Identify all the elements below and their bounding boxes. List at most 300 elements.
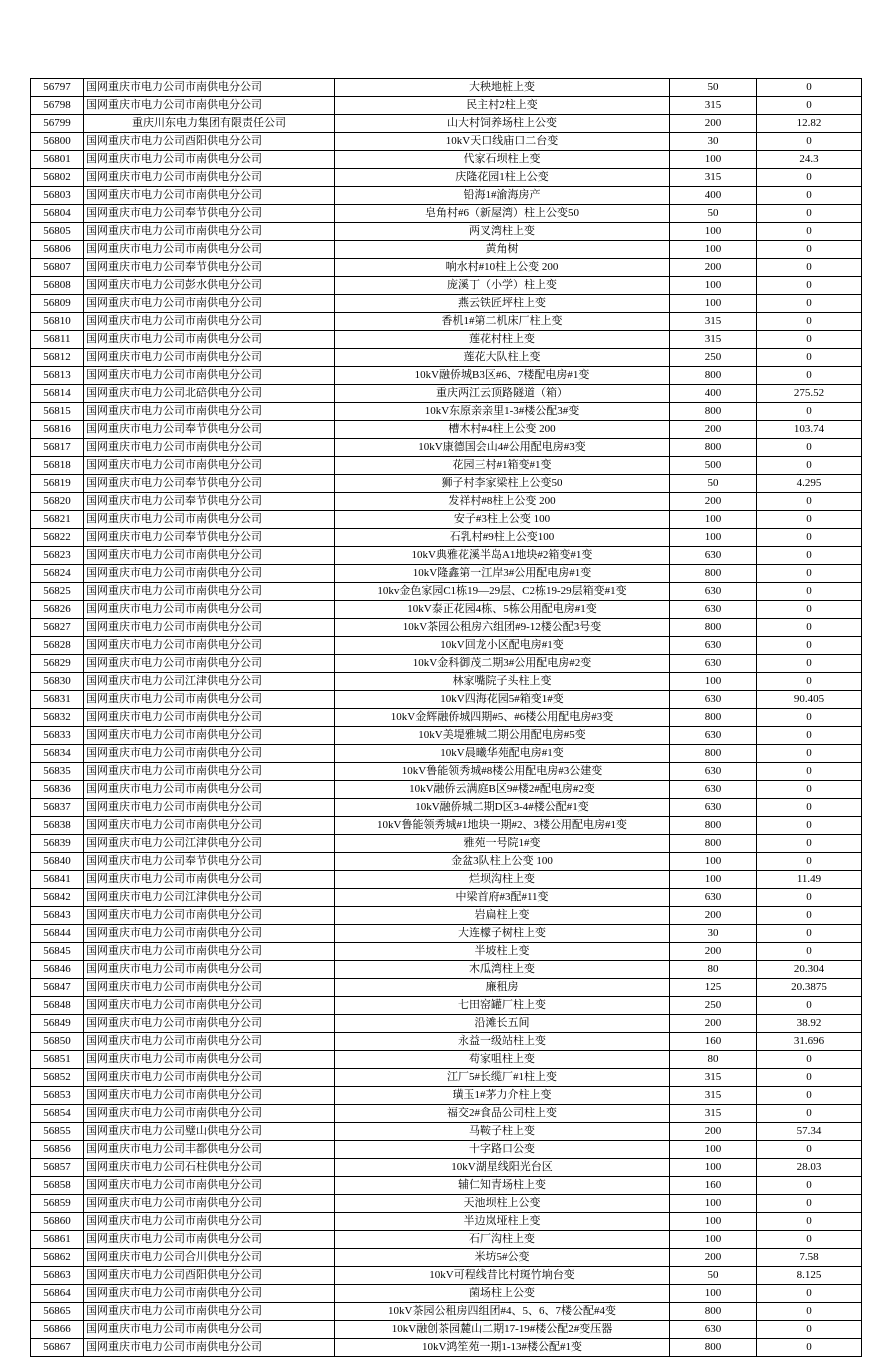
cell-id[interactable]: 56821 bbox=[31, 511, 84, 529]
cell-id[interactable]: 56832 bbox=[31, 709, 84, 727]
table-row[interactable] bbox=[31, 1321, 862, 1339]
cell-capacity[interactable]: 315 bbox=[670, 1105, 757, 1123]
cell-company[interactable]: 国网重庆市电力公司市南供电分公司 bbox=[84, 1321, 335, 1339]
cell-capacity[interactable]: 630 bbox=[670, 799, 757, 817]
cell-capacity[interactable]: 315 bbox=[670, 1069, 757, 1087]
cell-device-name[interactable]: 10kV美堤雅城二期公用配电房#5变 bbox=[335, 727, 670, 745]
cell-device-name[interactable]: 山大村饲养场柱上公变 bbox=[335, 115, 670, 133]
table-row[interactable] bbox=[31, 349, 862, 367]
cell-device-name[interactable]: 10kV泰正花园4栋、5栋公用配电房#1变 bbox=[335, 601, 670, 619]
table-row[interactable] bbox=[31, 799, 862, 817]
cell-capacity[interactable]: 100 bbox=[670, 1195, 757, 1213]
cell-value[interactable]: 0 bbox=[757, 943, 862, 961]
cell-id[interactable]: 56829 bbox=[31, 655, 84, 673]
table-row[interactable] bbox=[31, 1231, 862, 1249]
cell-capacity[interactable]: 250 bbox=[670, 997, 757, 1015]
cell-value[interactable]: 0 bbox=[757, 655, 862, 673]
table-row[interactable] bbox=[31, 1033, 862, 1051]
table-row[interactable] bbox=[31, 511, 862, 529]
cell-company[interactable]: 国网重庆市电力公司市南供电分公司 bbox=[84, 601, 335, 619]
cell-company[interactable]: 国网重庆市电力公司奉节供电分公司 bbox=[84, 475, 335, 493]
table-row[interactable] bbox=[31, 529, 862, 547]
cell-capacity[interactable]: 630 bbox=[670, 763, 757, 781]
cell-capacity[interactable]: 800 bbox=[670, 835, 757, 853]
cell-capacity[interactable]: 100 bbox=[670, 673, 757, 691]
cell-id[interactable]: 56817 bbox=[31, 439, 84, 457]
cell-device-name[interactable]: 代家石坝柱上变 bbox=[335, 151, 670, 169]
table-row[interactable] bbox=[31, 961, 862, 979]
cell-value[interactable]: 0 bbox=[757, 205, 862, 223]
cell-capacity[interactable]: 630 bbox=[670, 583, 757, 601]
cell-device-name[interactable]: 廉租房 bbox=[335, 979, 670, 997]
cell-company[interactable]: 国网重庆市电力公司市南供电分公司 bbox=[84, 367, 335, 385]
cell-value[interactable]: 0 bbox=[757, 187, 862, 205]
cell-id[interactable]: 56825 bbox=[31, 583, 84, 601]
cell-value[interactable]: 0 bbox=[757, 1339, 862, 1357]
table-row[interactable] bbox=[31, 547, 862, 565]
table-row[interactable] bbox=[31, 79, 862, 97]
cell-device-name[interactable]: 花园三村#1箱变#1变 bbox=[335, 457, 670, 475]
cell-value[interactable]: 103.74 bbox=[757, 421, 862, 439]
table-row[interactable] bbox=[31, 205, 862, 223]
cell-id[interactable]: 56854 bbox=[31, 1105, 84, 1123]
cell-id[interactable]: 56864 bbox=[31, 1285, 84, 1303]
cell-capacity[interactable]: 800 bbox=[670, 439, 757, 457]
table-row[interactable] bbox=[31, 619, 862, 637]
cell-capacity[interactable]: 630 bbox=[670, 727, 757, 745]
cell-value[interactable]: 0 bbox=[757, 259, 862, 277]
cell-device-name[interactable]: 岩扁柱上变 bbox=[335, 907, 670, 925]
table-row[interactable] bbox=[31, 97, 862, 115]
cell-device-name[interactable]: 莲花村柱上变 bbox=[335, 331, 670, 349]
cell-id[interactable]: 56828 bbox=[31, 637, 84, 655]
cell-capacity[interactable]: 200 bbox=[670, 115, 757, 133]
cell-device-name[interactable]: 七田窑罐厂柱上变 bbox=[335, 997, 670, 1015]
cell-value[interactable]: 0 bbox=[757, 907, 862, 925]
cell-company[interactable]: 国网重庆市电力公司北碚供电分公司 bbox=[84, 385, 335, 403]
cell-device-name[interactable]: 十字路口公变 bbox=[335, 1141, 670, 1159]
cell-capacity[interactable]: 50 bbox=[670, 1267, 757, 1285]
cell-company[interactable]: 国网重庆市电力公司市南供电分公司 bbox=[84, 1177, 335, 1195]
cell-device-name[interactable]: 10kV鲁能领秀城#1地块一期#2、3楼公用配电房#1变 bbox=[335, 817, 670, 835]
cell-id[interactable]: 56856 bbox=[31, 1141, 84, 1159]
cell-capacity[interactable]: 630 bbox=[670, 1321, 757, 1339]
cell-capacity[interactable]: 30 bbox=[670, 133, 757, 151]
cell-id[interactable]: 56867 bbox=[31, 1339, 84, 1357]
cell-id[interactable]: 56842 bbox=[31, 889, 84, 907]
cell-device-name[interactable]: 金盆3队柱上公变 100 bbox=[335, 853, 670, 871]
cell-company[interactable]: 国网重庆市电力公司石柱供电分公司 bbox=[84, 1159, 335, 1177]
cell-id[interactable]: 56841 bbox=[31, 871, 84, 889]
cell-id[interactable]: 56809 bbox=[31, 295, 84, 313]
cell-device-name[interactable]: 璜玉1#茅力介柱上变 bbox=[335, 1087, 670, 1105]
cell-value[interactable]: 0 bbox=[757, 1213, 862, 1231]
cell-device-name[interactable]: 10kV回龙小区配电房#1变 bbox=[335, 637, 670, 655]
cell-capacity[interactable]: 315 bbox=[670, 313, 757, 331]
cell-company[interactable]: 国网重庆市电力公司市南供电分公司 bbox=[84, 907, 335, 925]
table-row[interactable] bbox=[31, 745, 862, 763]
cell-company[interactable]: 国网重庆市电力公司市南供电分公司 bbox=[84, 1069, 335, 1087]
table-row[interactable] bbox=[31, 295, 862, 313]
table-row[interactable] bbox=[31, 1015, 862, 1033]
cell-value[interactable]: 20.3875 bbox=[757, 979, 862, 997]
cell-id[interactable]: 56846 bbox=[31, 961, 84, 979]
cell-company[interactable]: 国网重庆市电力公司市南供电分公司 bbox=[84, 781, 335, 799]
cell-id[interactable]: 56804 bbox=[31, 205, 84, 223]
cell-id[interactable]: 56839 bbox=[31, 835, 84, 853]
cell-id[interactable]: 56826 bbox=[31, 601, 84, 619]
table-row[interactable] bbox=[31, 277, 862, 295]
cell-device-name[interactable]: 10kV鸿笙苑一期1-13#楼公配#1变 bbox=[335, 1339, 670, 1357]
cell-device-name[interactable]: 马鞍子柱上变 bbox=[335, 1123, 670, 1141]
table-row[interactable] bbox=[31, 1177, 862, 1195]
cell-device-name[interactable]: 石乳村#9柱上公变100 bbox=[335, 529, 670, 547]
cell-id[interactable]: 56807 bbox=[31, 259, 84, 277]
cell-capacity[interactable]: 800 bbox=[670, 403, 757, 421]
cell-company[interactable]: 国网重庆市电力公司市南供电分公司 bbox=[84, 997, 335, 1015]
cell-capacity[interactable]: 100 bbox=[670, 295, 757, 313]
cell-company[interactable]: 国网重庆市电力公司合川供电分公司 bbox=[84, 1249, 335, 1267]
cell-company[interactable]: 国网重庆市电力公司市南供电分公司 bbox=[84, 223, 335, 241]
table-row[interactable] bbox=[31, 835, 862, 853]
cell-company[interactable]: 国网重庆市电力公司市南供电分公司 bbox=[84, 943, 335, 961]
cell-company[interactable]: 国网重庆市电力公司奉节供电分公司 bbox=[84, 493, 335, 511]
cell-value[interactable]: 0 bbox=[757, 601, 862, 619]
cell-id[interactable]: 56810 bbox=[31, 313, 84, 331]
cell-company[interactable]: 国网重庆市电力公司市南供电分公司 bbox=[84, 1303, 335, 1321]
cell-capacity[interactable]: 315 bbox=[670, 331, 757, 349]
cell-company[interactable]: 国网重庆市电力公司酉阳供电分公司 bbox=[84, 1267, 335, 1285]
cell-capacity[interactable]: 100 bbox=[670, 151, 757, 169]
cell-value[interactable]: 0 bbox=[757, 619, 862, 637]
table-row[interactable] bbox=[31, 997, 862, 1015]
cell-value[interactable]: 0 bbox=[757, 763, 862, 781]
cell-capacity[interactable]: 315 bbox=[670, 169, 757, 187]
cell-id[interactable]: 56834 bbox=[31, 745, 84, 763]
table-row[interactable] bbox=[31, 1141, 862, 1159]
cell-id[interactable]: 56852 bbox=[31, 1069, 84, 1087]
cell-device-name[interactable]: 10kV康德国会山4#公用配电房#3变 bbox=[335, 439, 670, 457]
cell-company[interactable]: 国网重庆市电力公司市南供电分公司 bbox=[84, 511, 335, 529]
table-row[interactable] bbox=[31, 223, 862, 241]
cell-id[interactable]: 56815 bbox=[31, 403, 84, 421]
cell-company[interactable]: 国网重庆市电力公司奉节供电分公司 bbox=[84, 853, 335, 871]
cell-value[interactable]: 0 bbox=[757, 709, 862, 727]
cell-device-name[interactable]: 槽木村#4柱上公变 200 bbox=[335, 421, 670, 439]
cell-capacity[interactable]: 100 bbox=[670, 1159, 757, 1177]
cell-company[interactable]: 国网重庆市电力公司彭水供电分公司 bbox=[84, 277, 335, 295]
table-row[interactable] bbox=[31, 457, 862, 475]
cell-id[interactable]: 56811 bbox=[31, 331, 84, 349]
table-row[interactable] bbox=[31, 889, 862, 907]
cell-id[interactable]: 56837 bbox=[31, 799, 84, 817]
cell-capacity[interactable]: 125 bbox=[670, 979, 757, 997]
cell-id[interactable]: 56814 bbox=[31, 385, 84, 403]
cell-capacity[interactable]: 100 bbox=[670, 223, 757, 241]
cell-device-name[interactable]: 江厂5#长缆厂#1柱上变 bbox=[335, 1069, 670, 1087]
cell-capacity[interactable]: 100 bbox=[670, 1285, 757, 1303]
cell-id[interactable]: 56863 bbox=[31, 1267, 84, 1285]
table-row[interactable] bbox=[31, 385, 862, 403]
cell-device-name[interactable]: 半边岚垭柱上变 bbox=[335, 1213, 670, 1231]
cell-capacity[interactable]: 800 bbox=[670, 745, 757, 763]
cell-company[interactable]: 国网重庆市电力公司市南供电分公司 bbox=[84, 1033, 335, 1051]
cell-capacity[interactable]: 200 bbox=[670, 421, 757, 439]
cell-value[interactable]: 0 bbox=[757, 1285, 862, 1303]
cell-device-name[interactable]: 木瓜湾柱上变 bbox=[335, 961, 670, 979]
cell-id[interactable]: 56818 bbox=[31, 457, 84, 475]
cell-company[interactable]: 国网重庆市电力公司市南供电分公司 bbox=[84, 691, 335, 709]
cell-capacity[interactable]: 630 bbox=[670, 889, 757, 907]
cell-value[interactable]: 0 bbox=[757, 223, 862, 241]
cell-id[interactable]: 56819 bbox=[31, 475, 84, 493]
cell-capacity[interactable]: 800 bbox=[670, 817, 757, 835]
cell-device-name[interactable]: 大秧地桩上变 bbox=[335, 79, 670, 97]
cell-capacity[interactable]: 50 bbox=[670, 79, 757, 97]
cell-device-name[interactable]: 福交2#食品公司柱上变 bbox=[335, 1105, 670, 1123]
cell-device-name[interactable]: 10kV天口线庙口二台变 bbox=[335, 133, 670, 151]
cell-device-name[interactable]: 天池坝柱上公变 bbox=[335, 1195, 670, 1213]
cell-company[interactable]: 国网重庆市电力公司市南供电分公司 bbox=[84, 1105, 335, 1123]
table-row[interactable] bbox=[31, 907, 862, 925]
cell-value[interactable]: 0 bbox=[757, 511, 862, 529]
cell-value[interactable]: 0 bbox=[757, 583, 862, 601]
cell-company[interactable]: 国网重庆市电力公司市南供电分公司 bbox=[84, 979, 335, 997]
cell-device-name[interactable]: 10kV隆鑫第一江岸3#公用配电房#1变 bbox=[335, 565, 670, 583]
cell-value[interactable]: 0 bbox=[757, 817, 862, 835]
cell-device-name[interactable]: 大连檬子树柱上变 bbox=[335, 925, 670, 943]
cell-device-name[interactable]: 10kV湖星线阳光台区 bbox=[335, 1159, 670, 1177]
cell-value[interactable]: 0 bbox=[757, 331, 862, 349]
cell-value[interactable]: 0 bbox=[757, 799, 862, 817]
cell-company[interactable]: 国网重庆市电力公司市南供电分公司 bbox=[84, 1285, 335, 1303]
cell-device-name[interactable]: 燕云铁匠坪柱上变 bbox=[335, 295, 670, 313]
cell-id[interactable]: 56820 bbox=[31, 493, 84, 511]
cell-company[interactable]: 国网重庆市电力公司酉阳供电分公司 bbox=[84, 133, 335, 151]
cell-device-name[interactable]: 辅仁知青场柱上变 bbox=[335, 1177, 670, 1195]
cell-device-name[interactable]: 10kV融侨城B3区#6、7楼配电房#1变 bbox=[335, 367, 670, 385]
table-row[interactable] bbox=[31, 583, 862, 601]
cell-id[interactable]: 56800 bbox=[31, 133, 84, 151]
cell-device-name[interactable]: 黄角树 bbox=[335, 241, 670, 259]
cell-device-name[interactable]: 10kV典雅花溪半岛A1地块#2箱变#1变 bbox=[335, 547, 670, 565]
cell-capacity[interactable]: 800 bbox=[670, 1339, 757, 1357]
cell-id[interactable]: 56866 bbox=[31, 1321, 84, 1339]
cell-capacity[interactable]: 630 bbox=[670, 637, 757, 655]
cell-device-name[interactable]: 雅苑一号院1#变 bbox=[335, 835, 670, 853]
cell-device-name[interactable]: 两叉湾柱上变 bbox=[335, 223, 670, 241]
cell-value[interactable]: 0 bbox=[757, 1051, 862, 1069]
cell-value[interactable]: 0 bbox=[757, 349, 862, 367]
cell-id[interactable]: 56843 bbox=[31, 907, 84, 925]
cell-company[interactable]: 国网重庆市电力公司市南供电分公司 bbox=[84, 799, 335, 817]
cell-device-name[interactable]: 庆隆花园1柱上公变 bbox=[335, 169, 670, 187]
cell-id[interactable]: 56865 bbox=[31, 1303, 84, 1321]
cell-device-name[interactable]: 石厂沟柱上变 bbox=[335, 1231, 670, 1249]
cell-company[interactable]: 国网重庆市电力公司江津供电分公司 bbox=[84, 835, 335, 853]
table-row[interactable] bbox=[31, 709, 862, 727]
cell-id[interactable]: 56805 bbox=[31, 223, 84, 241]
cell-device-name[interactable]: 铅海1#渝海房产 bbox=[335, 187, 670, 205]
cell-value[interactable]: 8.125 bbox=[757, 1267, 862, 1285]
cell-id[interactable]: 56831 bbox=[31, 691, 84, 709]
cell-capacity[interactable]: 800 bbox=[670, 709, 757, 727]
cell-value[interactable]: 12.82 bbox=[757, 115, 862, 133]
cell-device-name[interactable]: 发祥村#8柱上公变 200 bbox=[335, 493, 670, 511]
cell-device-name[interactable]: 安子#3柱上公变 100 bbox=[335, 511, 670, 529]
cell-id[interactable]: 56812 bbox=[31, 349, 84, 367]
cell-value[interactable]: 0 bbox=[757, 853, 862, 871]
cell-value[interactable]: 0 bbox=[757, 637, 862, 655]
cell-company[interactable]: 国网重庆市电力公司市南供电分公司 bbox=[84, 727, 335, 745]
cell-device-name[interactable]: 10kV融侨城二期D区3-4#楼公配#1变 bbox=[335, 799, 670, 817]
table-row[interactable] bbox=[31, 1051, 862, 1069]
cell-company[interactable]: 国网重庆市电力公司市南供电分公司 bbox=[84, 331, 335, 349]
cell-capacity[interactable]: 500 bbox=[670, 457, 757, 475]
cell-capacity[interactable]: 200 bbox=[670, 907, 757, 925]
cell-device-name[interactable]: 半坡柱上变 bbox=[335, 943, 670, 961]
cell-value[interactable]: 0 bbox=[757, 835, 862, 853]
cell-device-name[interactable]: 响水村#10柱上公变 200 bbox=[335, 259, 670, 277]
cell-value[interactable]: 0 bbox=[757, 367, 862, 385]
cell-value[interactable]: 0 bbox=[757, 241, 862, 259]
table-row[interactable] bbox=[31, 1105, 862, 1123]
cell-company[interactable]: 国网重庆市电力公司市南供电分公司 bbox=[84, 745, 335, 763]
cell-company[interactable]: 国网重庆市电力公司江津供电分公司 bbox=[84, 889, 335, 907]
table-row[interactable] bbox=[31, 925, 862, 943]
cell-company[interactable]: 国网重庆市电力公司奉节供电分公司 bbox=[84, 529, 335, 547]
cell-device-name[interactable]: 烂坝沟柱上变 bbox=[335, 871, 670, 889]
cell-company[interactable]: 国网重庆市电力公司市南供电分公司 bbox=[84, 313, 335, 331]
table-row[interactable] bbox=[31, 1213, 862, 1231]
cell-company[interactable]: 国网重庆市电力公司奉节供电分公司 bbox=[84, 205, 335, 223]
cell-id[interactable]: 56862 bbox=[31, 1249, 84, 1267]
cell-capacity[interactable]: 30 bbox=[670, 925, 757, 943]
cell-id[interactable]: 56853 bbox=[31, 1087, 84, 1105]
cell-company[interactable]: 国网重庆市电力公司市南供电分公司 bbox=[84, 961, 335, 979]
cell-value[interactable]: 0 bbox=[757, 997, 862, 1015]
cell-value[interactable]: 7.58 bbox=[757, 1249, 862, 1267]
cell-device-name[interactable]: 10kV鲁能领秀城#8楼公用配电房#3公建变 bbox=[335, 763, 670, 781]
table-row[interactable] bbox=[31, 493, 862, 511]
cell-value[interactable]: 0 bbox=[757, 313, 862, 331]
cell-value[interactable]: 0 bbox=[757, 79, 862, 97]
cell-company[interactable]: 国网重庆市电力公司市南供电分公司 bbox=[84, 349, 335, 367]
cell-id[interactable]: 56851 bbox=[31, 1051, 84, 1069]
cell-value[interactable]: 90.405 bbox=[757, 691, 862, 709]
cell-id[interactable]: 56838 bbox=[31, 817, 84, 835]
cell-company[interactable]: 重庆川东电力集团有限责任公司 bbox=[84, 115, 335, 133]
table-row[interactable] bbox=[31, 1339, 862, 1357]
table-row[interactable] bbox=[31, 817, 862, 835]
cell-id[interactable]: 56797 bbox=[31, 79, 84, 97]
cell-company[interactable]: 国网重庆市电力公司市南供电分公司 bbox=[84, 403, 335, 421]
cell-id[interactable]: 56822 bbox=[31, 529, 84, 547]
cell-company[interactable]: 国网重庆市电力公司市南供电分公司 bbox=[84, 583, 335, 601]
cell-value[interactable]: 57.34 bbox=[757, 1123, 862, 1141]
cell-device-name[interactable]: 林家嘴院子头柱上变 bbox=[335, 673, 670, 691]
cell-value[interactable]: 0 bbox=[757, 1177, 862, 1195]
cell-capacity[interactable]: 200 bbox=[670, 1015, 757, 1033]
table-row[interactable] bbox=[31, 1159, 862, 1177]
cell-capacity[interactable]: 800 bbox=[670, 565, 757, 583]
cell-value[interactable]: 11.49 bbox=[757, 871, 862, 889]
cell-company[interactable]: 国网重庆市电力公司市南供电分公司 bbox=[84, 655, 335, 673]
cell-id[interactable]: 56806 bbox=[31, 241, 84, 259]
cell-capacity[interactable]: 100 bbox=[670, 1141, 757, 1159]
cell-id[interactable]: 56855 bbox=[31, 1123, 84, 1141]
cell-company[interactable]: 国网重庆市电力公司市南供电分公司 bbox=[84, 1231, 335, 1249]
cell-capacity[interactable]: 800 bbox=[670, 1303, 757, 1321]
cell-company[interactable]: 国网重庆市电力公司市南供电分公司 bbox=[84, 151, 335, 169]
cell-device-name[interactable]: 10kV晨曦华苑配电房#1变 bbox=[335, 745, 670, 763]
cell-device-name[interactable]: 庞溪丁（小学）柱上变 bbox=[335, 277, 670, 295]
cell-id[interactable]: 56798 bbox=[31, 97, 84, 115]
cell-id[interactable]: 56850 bbox=[31, 1033, 84, 1051]
cell-capacity[interactable]: 160 bbox=[670, 1177, 757, 1195]
cell-value[interactable]: 0 bbox=[757, 1069, 862, 1087]
cell-id[interactable]: 56845 bbox=[31, 943, 84, 961]
cell-id[interactable]: 56824 bbox=[31, 565, 84, 583]
cell-device-name[interactable]: 10kV金辉融侨城四期#5、#6楼公用配电房#3变 bbox=[335, 709, 670, 727]
table-row[interactable] bbox=[31, 1069, 862, 1087]
cell-id[interactable]: 56861 bbox=[31, 1231, 84, 1249]
cell-value[interactable]: 38.92 bbox=[757, 1015, 862, 1033]
cell-capacity[interactable]: 630 bbox=[670, 547, 757, 565]
cell-id[interactable]: 56823 bbox=[31, 547, 84, 565]
cell-value[interactable]: 0 bbox=[757, 1231, 862, 1249]
cell-value[interactable]: 0 bbox=[757, 295, 862, 313]
cell-device-name[interactable]: 10kV东原亲亲里1-3#楼公配3#变 bbox=[335, 403, 670, 421]
cell-value[interactable]: 0 bbox=[757, 277, 862, 295]
cell-id[interactable]: 56847 bbox=[31, 979, 84, 997]
cell-capacity[interactable]: 250 bbox=[670, 349, 757, 367]
cell-id[interactable]: 56859 bbox=[31, 1195, 84, 1213]
cell-value[interactable]: 0 bbox=[757, 745, 862, 763]
cell-capacity[interactable]: 160 bbox=[670, 1033, 757, 1051]
cell-id[interactable]: 56802 bbox=[31, 169, 84, 187]
cell-company[interactable]: 国网重庆市电力公司市南供电分公司 bbox=[84, 169, 335, 187]
cell-capacity[interactable]: 100 bbox=[670, 529, 757, 547]
cell-value[interactable]: 28.03 bbox=[757, 1159, 862, 1177]
table-row[interactable] bbox=[31, 367, 862, 385]
cell-capacity[interactable]: 100 bbox=[670, 871, 757, 889]
cell-value[interactable]: 0 bbox=[757, 565, 862, 583]
table-row[interactable] bbox=[31, 133, 862, 151]
table-row[interactable] bbox=[31, 1249, 862, 1267]
cell-company[interactable]: 国网重庆市电力公司丰都供电分公司 bbox=[84, 1141, 335, 1159]
cell-company[interactable]: 国网重庆市电力公司市南供电分公司 bbox=[84, 1087, 335, 1105]
cell-device-name[interactable]: 民主村2柱上变 bbox=[335, 97, 670, 115]
table-row[interactable] bbox=[31, 601, 862, 619]
cell-value[interactable]: 0 bbox=[757, 1321, 862, 1339]
table-row[interactable] bbox=[31, 241, 862, 259]
cell-company[interactable]: 国网重庆市电力公司奉节供电分公司 bbox=[84, 421, 335, 439]
cell-value[interactable]: 0 bbox=[757, 673, 862, 691]
cell-device-name[interactable]: 永益一级站柱上变 bbox=[335, 1033, 670, 1051]
cell-company[interactable]: 国网重庆市电力公司市南供电分公司 bbox=[84, 637, 335, 655]
cell-value[interactable]: 24.3 bbox=[757, 151, 862, 169]
cell-id[interactable]: 56857 bbox=[31, 1159, 84, 1177]
cell-company[interactable]: 国网重庆市电力公司市南供电分公司 bbox=[84, 925, 335, 943]
cell-company[interactable]: 国网重庆市电力公司市南供电分公司 bbox=[84, 1195, 335, 1213]
cell-capacity[interactable]: 400 bbox=[670, 385, 757, 403]
table-row[interactable] bbox=[31, 475, 862, 493]
cell-capacity[interactable]: 315 bbox=[670, 1087, 757, 1105]
cell-device-name[interactable]: 10kV可程线昔比村斑竹垧台变 bbox=[335, 1267, 670, 1285]
table-row[interactable] bbox=[31, 943, 862, 961]
table-row[interactable] bbox=[31, 1285, 862, 1303]
